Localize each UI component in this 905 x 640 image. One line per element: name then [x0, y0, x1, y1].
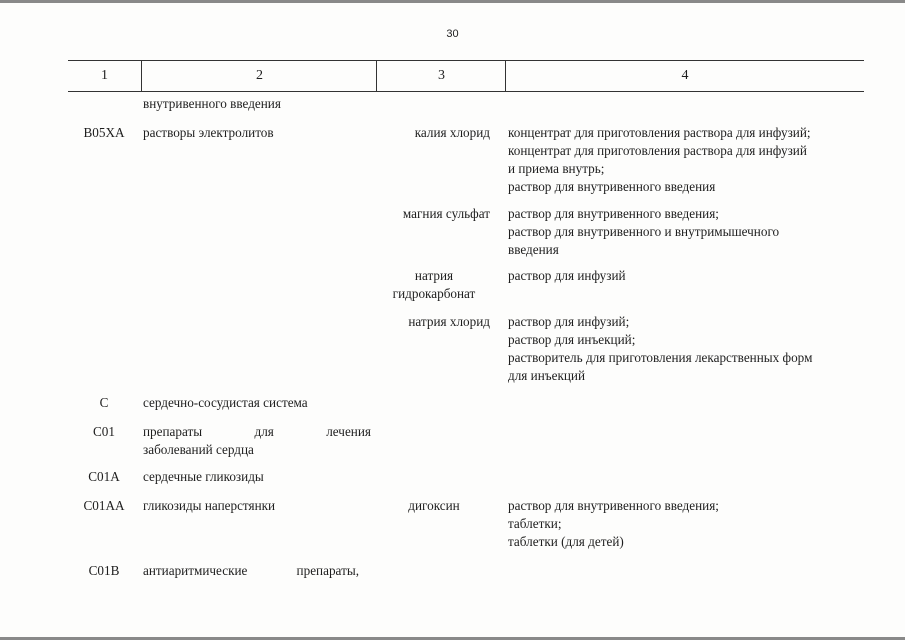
- drug-name: дигоксин: [408, 498, 460, 513]
- atc-code: C01A: [88, 469, 120, 484]
- atc-code: C01AA: [83, 498, 125, 513]
- word: препараты: [143, 424, 203, 439]
- table-header: [68, 60, 864, 92]
- justified-line: [143, 423, 371, 441]
- row-description: сердечные гликозиды: [143, 469, 264, 484]
- dosage-forms: раствор для внутривенного введения; раствор для внутривенного и внутримышечного введения: [508, 206, 780, 257]
- row-description: сердечно-сосудистая система: [143, 395, 308, 410]
- row-description: внутривенного введения: [143, 96, 281, 111]
- atc-code: C01B: [88, 563, 120, 578]
- dosage-forms: раствор для инфузий: [508, 268, 626, 283]
- header-col-4: 4: [505, 61, 864, 91]
- header-col-2: 2: [141, 61, 377, 91]
- header-col-3: 3: [376, 61, 506, 91]
- word: антиаритмические: [143, 563, 248, 578]
- justified-line: [143, 562, 359, 580]
- row-description: растворы электролитов: [143, 125, 274, 140]
- drug-name: магния сульфат: [402, 206, 490, 221]
- page-number: 30: [446, 28, 459, 40]
- word: лечения: [326, 424, 371, 439]
- dosage-forms: раствор для внутривенного введения; таблетки; таблетки (для детей): [508, 498, 719, 549]
- atc-code: B05XA: [83, 125, 125, 140]
- row-description: препараты для лечения заболеваний сердца: [143, 424, 371, 457]
- header-col-1: 1: [101, 68, 108, 83]
- row-description: гликозиды наперстянки: [143, 498, 276, 513]
- word: для: [254, 424, 274, 439]
- atc-code: C: [99, 395, 109, 410]
- dosage-forms: концентрат для приготовления раствора для инфузий; концентрат для приготовления раствора для инфузий и приема внутрь; раствор для внутривенного введения: [508, 125, 811, 194]
- word: препараты,: [296, 563, 359, 578]
- drug-name: натрия гидрокарбонат: [392, 268, 476, 301]
- atc-code: C01: [93, 424, 115, 439]
- row-description: [143, 562, 373, 580]
- drug-name: калия хлорид: [414, 125, 490, 140]
- dosage-forms: раствор для инфузий; раствор для инъекций; растворитель для приготовления лекарственных форм для инъекций: [508, 314, 813, 383]
- scan-edge-top: [0, 0, 905, 3]
- drug-name: натрия хлорид: [408, 314, 490, 329]
